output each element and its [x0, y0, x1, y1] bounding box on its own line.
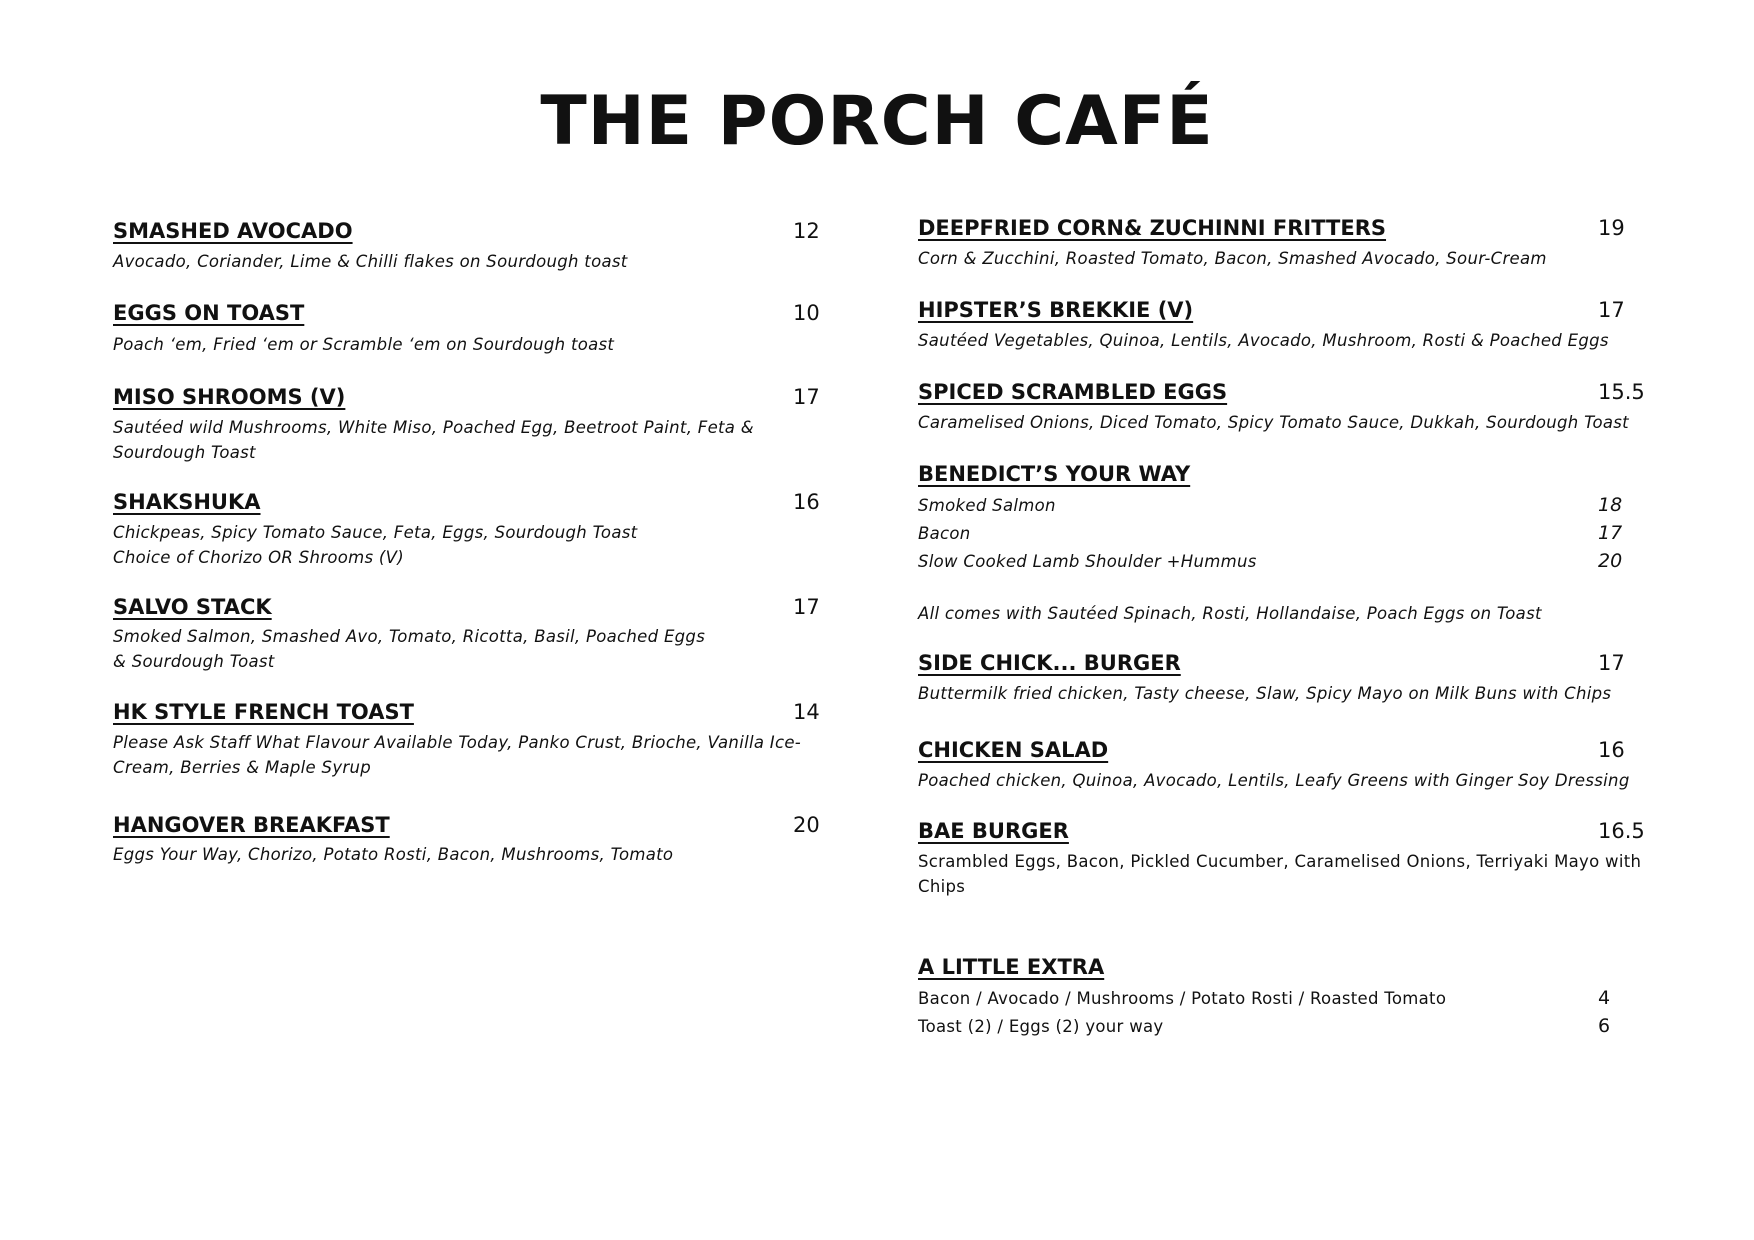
benedict-option: Slow Cooked Lamb Shoulder +Hummus — [918, 552, 1257, 571]
item-price: 10 — [793, 301, 820, 325]
benedict-option-price: 18 — [1598, 494, 1623, 516]
item-name: EGGS ON TOAST — [113, 301, 305, 325]
item-description: Poach ‘em, Fried ‘em or Scramble ‘em on Sourdough toast — [113, 335, 615, 354]
item-description: Corn & Zucchini, Roasted Tomato, Bacon, Smashed Avocado, Sour-Cream — [918, 249, 1547, 268]
item-price: 17 — [793, 385, 820, 409]
item-name: A LITTLE EXTRA — [918, 955, 1105, 979]
item-description: Chickpeas, Spicy Tomato Sauce, Feta, Eggs, Sourdough Toast Choice of Chorizo OR Shrooms (V) — [113, 523, 638, 567]
extra-option-price: 6 — [1598, 1015, 1611, 1037]
item-price: 16.5 — [1598, 819, 1645, 843]
item-price: 16 — [1598, 738, 1625, 762]
item-price: 16 — [793, 490, 820, 514]
item-name: BENEDICT’S YOUR WAY — [918, 462, 1191, 486]
item-name: SHAKSHUKA — [113, 490, 261, 514]
item-description: Poached chicken, Quinoa, Avocado, Lentils, Leafy Greens with Ginger Soy Dressing — [918, 771, 1630, 790]
extra-option: Toast (2) / Eggs (2) your way — [918, 1017, 1164, 1036]
benedict-option: Smoked Salmon — [918, 496, 1056, 515]
item-price: 17 — [1598, 651, 1625, 675]
item-price: 17 — [793, 595, 820, 619]
item-description: Buttermilk fried chicken, Tasty cheese, Slaw, Spicy Mayo on Milk Buns with Chips — [918, 684, 1612, 703]
page-title: THE PORCH CAFÉ — [540, 82, 1214, 161]
item-description: Sautéed Vegetables, Quinoa, Lentils, Avocado, Mushroom, Rosti & Poached Eggs — [918, 331, 1609, 350]
item-name: DEEPFRIED CORN& ZUCHINNI FRITTERS — [918, 216, 1387, 240]
item-description: Caramelised Onions, Diced Tomato, Spicy Tomato Sauce, Dukkah, Sourdough Toast — [918, 413, 1629, 432]
item-description: Sautéed wild Mushrooms, White Miso, Poached Egg, Beetroot Paint, Feta & Sourdough Toast — [113, 418, 754, 462]
item-name: BAE BURGER — [918, 819, 1069, 843]
item-description: Smoked Salmon, Smashed Avo, Tomato, Ricotta, Basil, Poached Eggs & Sourdough Toast — [113, 627, 706, 671]
item-description: Eggs Your Way, Chorizo, Potato Rosti, Bacon, Mushrooms, Tomato — [113, 845, 674, 864]
item-price: 19 — [1598, 216, 1625, 240]
item-name: SPICED SCRAMBLED EGGS — [918, 380, 1228, 404]
item-price: 17 — [1598, 298, 1625, 322]
item-description: Scrambled Eggs, Bacon, Pickled Cucumber, Caramelised Onions, Terriyaki Mayo with Chips — [918, 852, 1642, 896]
item-price: 14 — [793, 700, 820, 724]
benedict-option-price: 17 — [1598, 522, 1623, 544]
item-name: MISO SHROOMS (V) — [113, 385, 346, 409]
benedict-note: All comes with Sautéed Spinach, Rosti, Hollandaise, Poach Eggs on Toast — [918, 604, 1542, 623]
item-price: 15.5 — [1598, 380, 1645, 404]
item-description: Please Ask Staff What Flavour Available Today, Panko Crust, Brioche, Vanilla Ice- Cream, Berries & Maple Syrup — [113, 733, 802, 777]
item-name: HIPSTER’S BREKKIE (V) — [918, 298, 1194, 322]
benedict-option-price: 20 — [1598, 550, 1623, 572]
item-description: Avocado, Coriander, Lime & Chilli flakes on Sourdough toast — [113, 252, 628, 271]
item-name: SMASHED AVOCADO — [113, 219, 353, 243]
item-name: HK STYLE FRENCH TOAST — [113, 700, 414, 724]
item-price: 12 — [793, 219, 820, 243]
item-name: SALVO STACK — [113, 595, 272, 619]
benedict-option: Bacon — [918, 524, 971, 543]
item-name: HANGOVER BREAKFAST — [113, 813, 390, 837]
extra-option-price: 4 — [1598, 987, 1611, 1009]
item-price: 20 — [793, 813, 820, 837]
extra-option: Bacon / Avocado / Mushrooms / Potato Rosti / Roasted Tomato — [918, 989, 1447, 1008]
item-name: CHICKEN SALAD — [918, 738, 1109, 762]
item-name: SIDE CHICK... BURGER — [918, 651, 1181, 675]
